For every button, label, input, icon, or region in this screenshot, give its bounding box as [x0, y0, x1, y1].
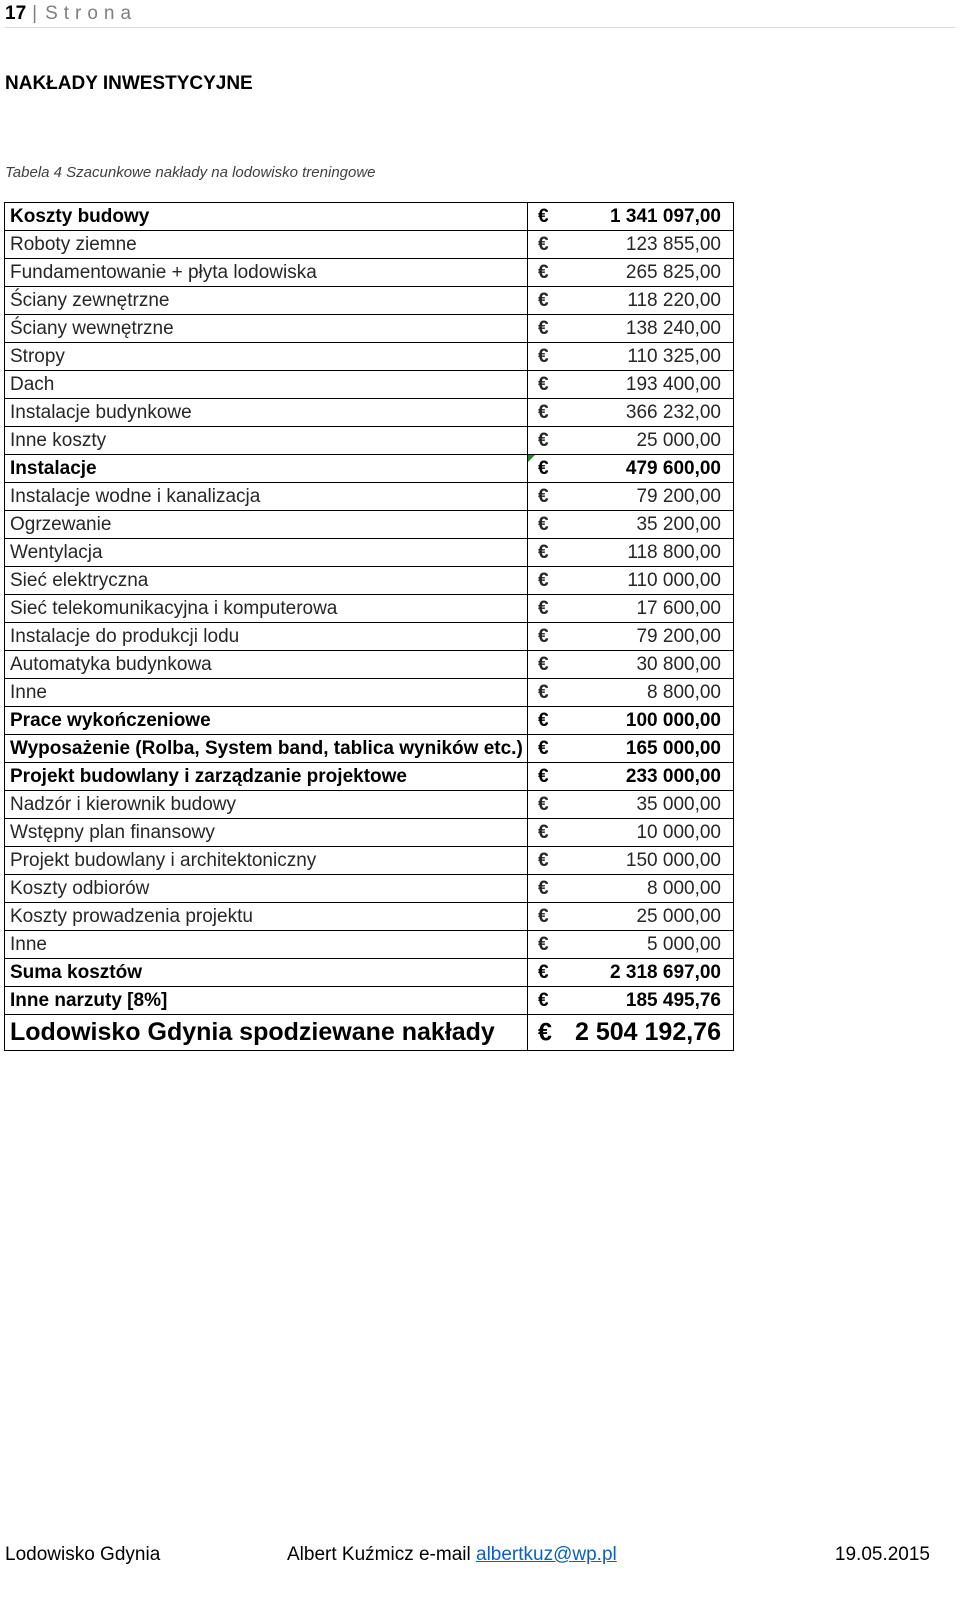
- table-row: [5, 987, 734, 1015]
- euro-icon: €: [538, 317, 549, 339]
- row-label: Inne narzuty [8%]: [5, 987, 528, 1015]
- row-label: Sieć telekomunikacyjna i komputerowa: [5, 595, 528, 623]
- euro-icon: €: [538, 849, 549, 871]
- page-word: Strona: [45, 2, 138, 24]
- row-amount-cell: [528, 1015, 734, 1051]
- row-amount: 118 800,00: [627, 541, 721, 563]
- euro-icon: €: [538, 373, 549, 395]
- euro-icon: €: [538, 709, 549, 731]
- table-row: [5, 511, 734, 539]
- row-label: Wentylacja: [5, 539, 528, 567]
- row-amount-cell: [528, 735, 734, 763]
- table-row: [5, 931, 734, 959]
- table-row: [5, 819, 734, 847]
- row-label: Stropy: [5, 343, 528, 371]
- table-row: [5, 623, 734, 651]
- row-label: Inne koszty: [5, 427, 528, 455]
- table-row: [5, 847, 734, 875]
- euro-icon: €: [538, 737, 549, 759]
- page-separator: |: [32, 2, 38, 24]
- row-amount-cell: [528, 987, 734, 1015]
- row-amount-cell: [528, 231, 734, 259]
- table-row: [5, 287, 734, 315]
- table-row: [5, 763, 734, 791]
- row-amount-cell: [528, 203, 734, 231]
- row-amount: 5 000,00: [647, 933, 721, 955]
- row-amount-cell: [528, 287, 734, 315]
- row-amount-cell: [528, 903, 734, 931]
- row-amount: 193 400,00: [625, 373, 721, 395]
- row-amount-cell: [528, 707, 734, 735]
- row-amount-cell: [528, 623, 734, 651]
- euro-icon: €: [538, 457, 549, 479]
- table-row: [5, 903, 734, 931]
- row-amount-cell: [528, 875, 734, 903]
- row-amount-cell: [528, 315, 734, 343]
- row-label: Inne: [5, 931, 528, 959]
- row-label: Sieć elektryczna: [5, 567, 528, 595]
- row-label: Projekt budowlany i zarządzanie projektowe: [5, 763, 528, 791]
- cost-table-body: [5, 203, 734, 1051]
- row-amount: 366 232,00: [625, 401, 721, 423]
- euro-icon: €: [538, 485, 549, 507]
- row-amount: 30 800,00: [636, 653, 721, 675]
- row-label: Dach: [5, 371, 528, 399]
- row-label: Lodowisko Gdynia spodziewane nakłady: [5, 1015, 528, 1051]
- row-amount: 8 000,00: [647, 877, 721, 899]
- table-row: [5, 875, 734, 903]
- table-row: [5, 483, 734, 511]
- row-label: Nadzór i kierownik budowy: [5, 791, 528, 819]
- euro-icon: €: [538, 597, 549, 619]
- row-amount-cell: [528, 539, 734, 567]
- euro-icon: €: [538, 205, 549, 227]
- row-label: Wstępny plan finansowy: [5, 819, 528, 847]
- row-amount-cell: [528, 455, 734, 483]
- row-amount-cell: [528, 651, 734, 679]
- row-amount-cell: [528, 567, 734, 595]
- row-amount: 150 000,00: [625, 849, 721, 871]
- table-row: [5, 455, 734, 483]
- row-label: Projekt budowlany i architektoniczny: [5, 847, 528, 875]
- cell-comment-marker: [528, 455, 535, 462]
- row-amount-cell: [528, 847, 734, 875]
- row-label: Ogrzewanie: [5, 511, 528, 539]
- table-row: [5, 959, 734, 987]
- euro-icon: €: [538, 289, 549, 311]
- euro-icon: €: [538, 513, 549, 535]
- footer-author: [287, 1544, 617, 1566]
- row-amount: 79 200,00: [636, 485, 721, 507]
- footer-project-name: Lodowisko Gdynia: [5, 1544, 161, 1565]
- euro-icon: €: [538, 345, 549, 367]
- row-amount-cell: [528, 931, 734, 959]
- page-number: 17: [5, 2, 27, 24]
- row-amount: 35 200,00: [636, 513, 721, 535]
- row-amount-cell: [528, 763, 734, 791]
- row-label: Ściany zewnętrzne: [5, 287, 528, 315]
- row-amount: 17 600,00: [636, 597, 721, 619]
- table-row: [5, 259, 734, 287]
- page-header: [5, 0, 955, 28]
- row-label: Instalacje wodne i kanalizacja: [5, 483, 528, 511]
- row-label: Instalacje do produkcji lodu: [5, 623, 528, 651]
- row-label: Prace wykończeniowe: [5, 707, 528, 735]
- row-amount: 35 000,00: [636, 793, 721, 815]
- row-amount: 79 200,00: [636, 625, 721, 647]
- table-row: [5, 371, 734, 399]
- table-row: [5, 707, 734, 735]
- euro-icon: €: [538, 1018, 552, 1046]
- euro-icon: €: [538, 681, 549, 703]
- euro-icon: €: [538, 569, 549, 591]
- row-amount: 118 220,00: [627, 289, 721, 311]
- footer-date: 19.05.2015: [834, 1544, 930, 1565]
- row-amount: 110 000,00: [627, 569, 721, 591]
- euro-icon: €: [538, 933, 549, 955]
- euro-icon: €: [538, 905, 549, 927]
- row-label: Roboty ziemne: [5, 231, 528, 259]
- table-row: [5, 651, 734, 679]
- euro-icon: €: [538, 401, 549, 423]
- row-amount: 233 000,00: [625, 765, 721, 787]
- euro-icon: €: [538, 989, 549, 1011]
- euro-icon: €: [538, 233, 549, 255]
- row-amount: 165 000,00: [625, 737, 721, 759]
- row-amount-cell: [528, 595, 734, 623]
- row-amount: 265 825,00: [625, 261, 721, 283]
- euro-icon: €: [538, 821, 549, 843]
- table-row: [5, 315, 734, 343]
- table-row: [5, 539, 734, 567]
- row-amount: 25 000,00: [636, 429, 721, 451]
- row-amount: 8 800,00: [647, 681, 721, 703]
- row-amount: 123 855,00: [625, 233, 721, 255]
- row-amount: 110 325,00: [627, 345, 721, 367]
- row-label: Instalacje budynkowe: [5, 399, 528, 427]
- row-label: Wyposażenie (Rolba, System band, tablica wyników etc.): [5, 735, 528, 763]
- table-row: [5, 791, 734, 819]
- euro-icon: €: [538, 625, 549, 647]
- row-amount-cell: [528, 399, 734, 427]
- section-title: NAKŁADY INWESTYCYJNE: [5, 73, 253, 94]
- row-label: Ściany wewnętrzne: [5, 315, 528, 343]
- row-amount-cell: [528, 259, 734, 287]
- row-amount-cell: [528, 511, 734, 539]
- table-row: [5, 1015, 734, 1051]
- row-label: Suma kosztów: [5, 959, 528, 987]
- table-row: [5, 427, 734, 455]
- table-caption: Tabela 4 Szacunkowe nakłady na lodowisko treningowe: [5, 164, 376, 181]
- row-label: Koszty prowadzenia projektu: [5, 903, 528, 931]
- row-amount: 1 341 097,00: [610, 205, 721, 227]
- row-amount: 185 495,76: [625, 989, 721, 1011]
- euro-icon: €: [538, 793, 549, 815]
- table-row: [5, 343, 734, 371]
- row-label: Koszty odbiorów: [5, 875, 528, 903]
- cost-table: [4, 202, 734, 1051]
- row-amount-cell: [528, 959, 734, 987]
- row-amount: 25 000,00: [636, 905, 721, 927]
- euro-icon: €: [538, 765, 549, 787]
- row-amount: 138 240,00: [625, 317, 721, 339]
- table-row: [5, 567, 734, 595]
- row-label: Instalacje: [5, 455, 528, 483]
- table-row: [5, 595, 734, 623]
- table-row: [5, 735, 734, 763]
- euro-icon: €: [538, 541, 549, 563]
- row-amount: 479 600,00: [625, 457, 721, 479]
- row-amount-cell: [528, 819, 734, 847]
- row-amount: 100 000,00: [625, 709, 721, 731]
- row-amount-cell: [528, 427, 734, 455]
- table-row: [5, 399, 734, 427]
- row-amount-cell: [528, 343, 734, 371]
- page-footer: [5, 1541, 930, 1569]
- row-label: Automatyka budynkowa: [5, 651, 528, 679]
- table-row: [5, 231, 734, 259]
- euro-icon: €: [538, 961, 549, 983]
- row-label: Koszty budowy: [5, 203, 528, 231]
- row-amount-cell: [528, 371, 734, 399]
- footer-author-text: Albert Kuźmicz e-mail: [287, 1544, 471, 1565]
- euro-icon: €: [538, 261, 549, 283]
- row-amount-cell: [528, 791, 734, 819]
- euro-icon: €: [538, 429, 549, 451]
- row-amount: 2 318 697,00: [610, 961, 721, 983]
- footer-email-link[interactable]: albertkuz@wp.pl: [476, 1544, 617, 1565]
- euro-icon: €: [538, 877, 549, 899]
- euro-icon: €: [538, 653, 549, 675]
- table-row: [5, 679, 734, 707]
- row-amount: 2 504 192,76: [575, 1018, 721, 1046]
- row-amount: 10 000,00: [636, 821, 721, 843]
- table-row: [5, 203, 734, 231]
- row-amount-cell: [528, 483, 734, 511]
- row-amount-cell: [528, 679, 734, 707]
- row-label: Fundamentowanie + płyta lodowiska: [5, 259, 528, 287]
- row-label: Inne: [5, 679, 528, 707]
